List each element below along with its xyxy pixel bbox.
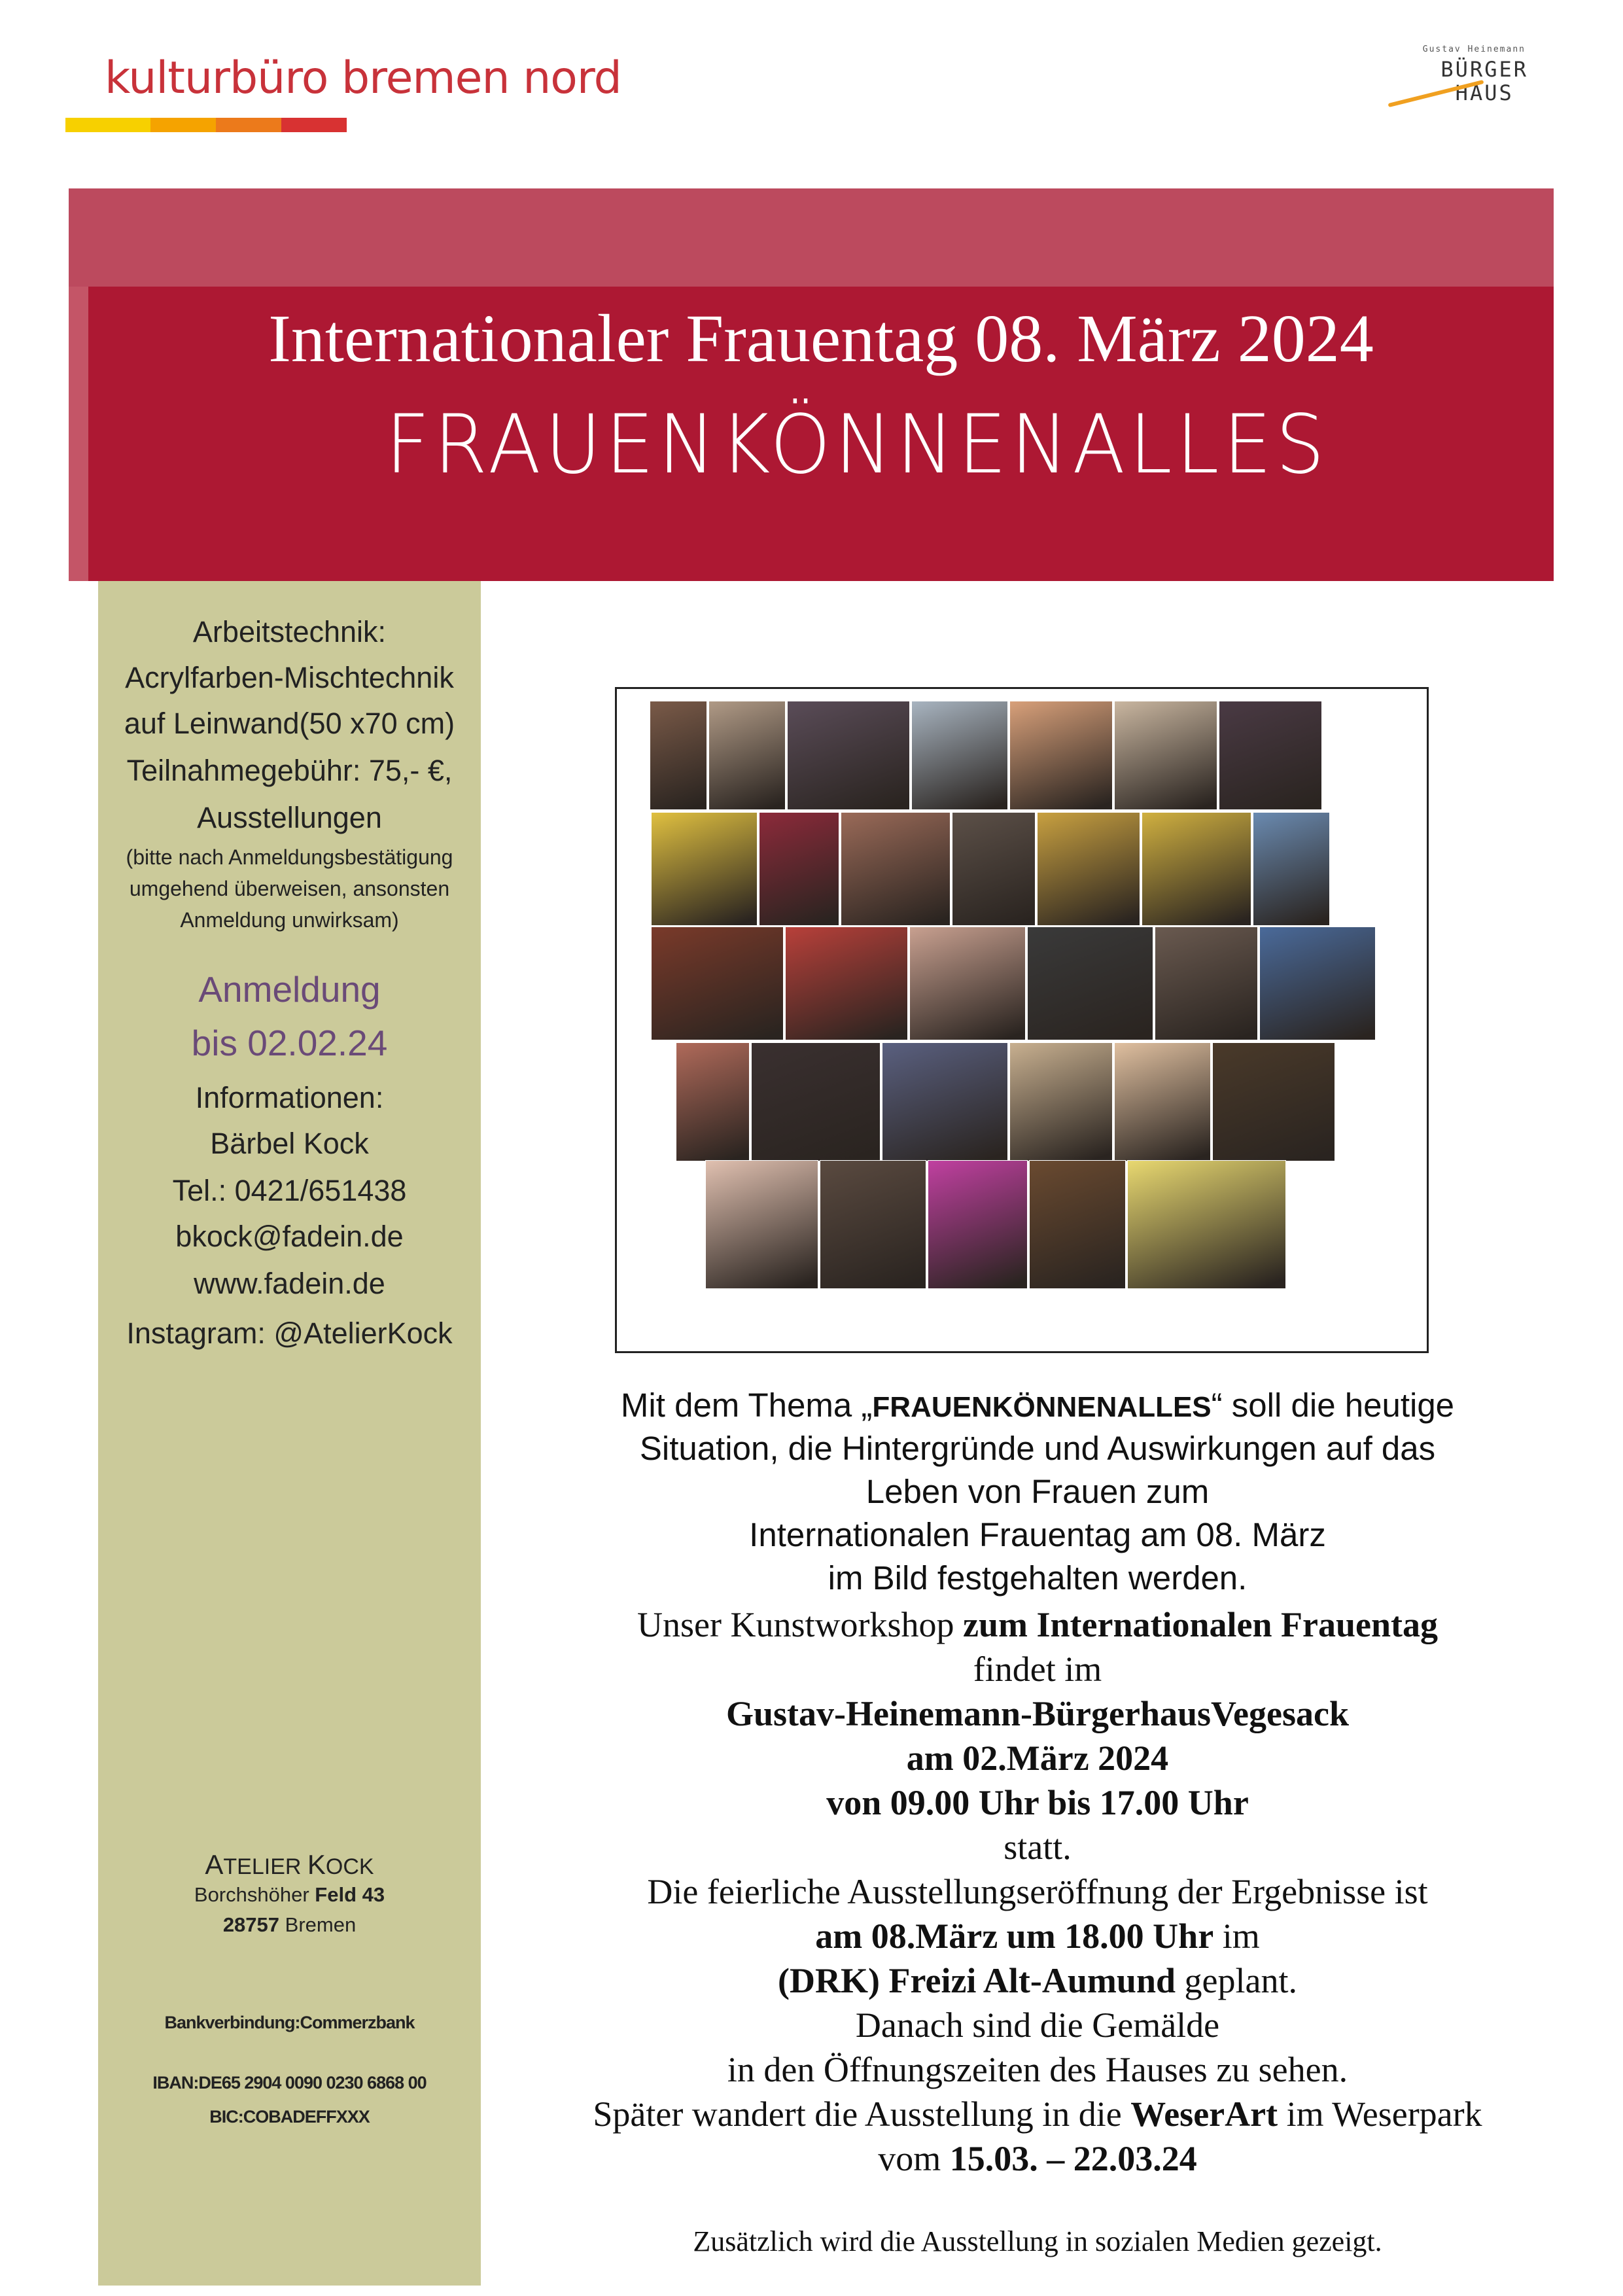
collage-photo: [1219, 701, 1322, 810]
workshop-time: von 09.00 Uhr bis 17.00 Uhr: [826, 1783, 1249, 1822]
collage-photo: [1142, 812, 1251, 926]
atelier-city-part: 28757: [222, 1913, 285, 1936]
banner-top-band: [69, 188, 1554, 287]
workshop-part: Unser Kunstworkshop: [637, 1605, 963, 1644]
workshop-line: statt.: [1003, 1828, 1072, 1867]
contact-website: www.fadein.de: [194, 1267, 385, 1300]
bar-red: [281, 118, 347, 132]
collage-photo: [1259, 927, 1376, 1040]
bar-yellow: [65, 118, 150, 132]
sidebar-line: Acrylfarben-Mischtechnik: [125, 661, 454, 694]
atelier-name: [98, 1849, 481, 1881]
contact-email: bkock@fadein.de: [175, 1220, 404, 1253]
collage-photo: [1127, 1160, 1286, 1289]
workshop-line: findet im: [973, 1650, 1102, 1689]
intro-line: [547, 1386, 1528, 1424]
atelier-city-part: Bremen: [285, 1913, 357, 1936]
collage-photo: [651, 927, 784, 1040]
organizer-logo: [65, 52, 621, 137]
atelier-name-part: A: [205, 1849, 224, 1880]
collage-photo: [1253, 812, 1330, 926]
collage-photo: [1009, 1042, 1113, 1161]
partner-big-text: [1440, 58, 1528, 105]
atelier-street-part: Borchshöher: [194, 1883, 315, 1906]
intro-line: Situation, die Hintergründe und Auswirkungen auf das: [639, 1430, 1436, 1467]
sidebar-note: Anmeldung unwirksam): [180, 908, 399, 932]
exhibition-line: Danach sind die Gemälde: [855, 2005, 1220, 2045]
footer-note: Zusätzlich wird die Ausstellung in sozialen Medien gezeigt.: [693, 2225, 1382, 2257]
exhibition-part: am 08.März um 18.00 Uhr: [815, 1916, 1214, 1956]
partner-small-text: Gustav Heinemann: [1422, 44, 1526, 54]
contact-line: Informationen:: [195, 1081, 384, 1114]
sidebar-line: Arbeitstechnik:: [192, 615, 387, 648]
collage-photo: [1114, 701, 1217, 810]
collage-photo: [705, 1160, 818, 1289]
collage-photo: [1155, 927, 1258, 1040]
collage-photo: [787, 701, 910, 810]
organizer-color-bars: [65, 118, 347, 132]
sidebar-note: (bitte nach Anmeldungsbestätigung: [126, 845, 453, 869]
photo-collage-frame: [615, 687, 1429, 1353]
sidebar-line: Teilnahmegebühr: 75,- €,: [126, 754, 453, 787]
contact-phone: Tel.: 0421/651438: [172, 1174, 407, 1207]
exhibition-part: Später wandert die Ausstellung in die: [593, 2094, 1131, 2134]
collage-photo: [676, 1042, 750, 1161]
collage-photo: [785, 927, 908, 1040]
workshop-part: zum Internationalen Frauentag: [963, 1605, 1438, 1644]
exhibition-line: [547, 1916, 1528, 1956]
bank-name: Bankverbindung:Commerzbank: [164, 2013, 415, 2032]
intro-part: Mit dem Thema „: [620, 1386, 873, 1424]
collage-photo: [952, 812, 1036, 926]
collage-photo: [1114, 1042, 1211, 1161]
collage-photo: [1029, 1160, 1126, 1289]
exhibition-line: [547, 2138, 1528, 2179]
partner-line-2: HAUS: [1455, 80, 1514, 105]
collage-photo: [820, 1160, 926, 1289]
partner-logo: [1380, 41, 1537, 119]
atelier-name-part: K: [307, 1849, 326, 1880]
contact-name: Bärbel Kock: [210, 1127, 369, 1160]
exhibition-part: (DRK) Freizi Alt-Aumund: [778, 1961, 1176, 2000]
exhibition-part: WeserArt: [1130, 2094, 1278, 2134]
exhibition-line: in den Öffnungszeiten des Hauses zu sehen.: [727, 2050, 1348, 2089]
partner-line-1: BÜRGER: [1440, 57, 1528, 82]
collage-photo: [1037, 812, 1140, 926]
collage-photo: [650, 701, 707, 810]
bar-amber: [150, 118, 216, 132]
sidebar-line: Ausstellungen: [197, 801, 382, 834]
collage-photo: [1009, 701, 1113, 810]
contact-instagram: Instagram: @AtelierKock: [126, 1316, 453, 1350]
banner-subtitle: FRAUENKÖNNENALLES: [385, 397, 1329, 492]
collage-photo: [911, 701, 1008, 810]
collage-photo: [751, 1042, 881, 1161]
exhibition-line: Die feierliche Ausstellungseröffnung der Ergebnisse ist: [647, 1872, 1428, 1911]
banner-title: Internationaler Frauentag 08. März 2024: [268, 301, 1374, 376]
sidebar-line: auf Leinwand(50 x70 cm): [124, 707, 455, 740]
collage-photo: [708, 701, 786, 810]
workshop-date: am 02.März 2024: [906, 1739, 1169, 1778]
atelier-name-part: TELIER: [223, 1854, 307, 1879]
collage-photo: [909, 927, 1026, 1040]
intro-line: im Bild festgehalten werden.: [828, 1559, 1248, 1597]
exhibition-line: [547, 1960, 1528, 2001]
intro-theme: FRAUENKÖNNENALLES: [872, 1391, 1212, 1423]
collage-photo: [759, 812, 839, 926]
collage-photo: [928, 1160, 1028, 1289]
intro-line: Internationalen Frauentag am 08. März: [749, 1516, 1326, 1553]
collage-photo: [1027, 927, 1153, 1040]
organizer-name: kulturbüro bremen nord: [105, 52, 621, 104]
collage-photo: [882, 1042, 1008, 1161]
atelier-street-part: Feld 43: [315, 1883, 385, 1906]
registration-deadline: bis 02.02.24: [191, 1023, 388, 1063]
registration-heading: Anmeldung: [198, 969, 381, 1010]
collage-photo: [841, 812, 951, 926]
workshop-venue: Gustav-Heinemann-BürgerhausVegesack: [725, 1694, 1350, 1733]
atelier-street: [98, 1883, 481, 1907]
exhibition-part: vom: [878, 2139, 950, 2178]
atelier-name-part: OCK: [325, 1854, 374, 1879]
exhibition-part: im: [1213, 1916, 1260, 1956]
collage-photo: [651, 812, 758, 926]
bar-orange: [216, 118, 281, 132]
atelier-city: [98, 1913, 481, 1937]
intro-part: “ soll die heutige: [1211, 1386, 1455, 1424]
exhibition-part: 15.03. – 22.03.24: [949, 2139, 1197, 2178]
exhibition-part: im Weserpark: [1278, 2094, 1482, 2134]
exhibition-line: [547, 2094, 1528, 2134]
intro-line: Leben von Frauen zum: [865, 1473, 1210, 1510]
sidebar: [98, 581, 481, 2286]
workshop-line: [547, 1604, 1528, 1645]
bank-iban: IBAN:DE65 2904 0090 0230 6868 00: [152, 2073, 427, 2093]
collage-photo: [1212, 1042, 1335, 1161]
sidebar-note: umgehend überweisen, ansonsten: [129, 877, 450, 900]
exhibition-part: geplant.: [1176, 1961, 1297, 2000]
bank-bic: BIC:COBADEFFXXX: [209, 2107, 370, 2127]
